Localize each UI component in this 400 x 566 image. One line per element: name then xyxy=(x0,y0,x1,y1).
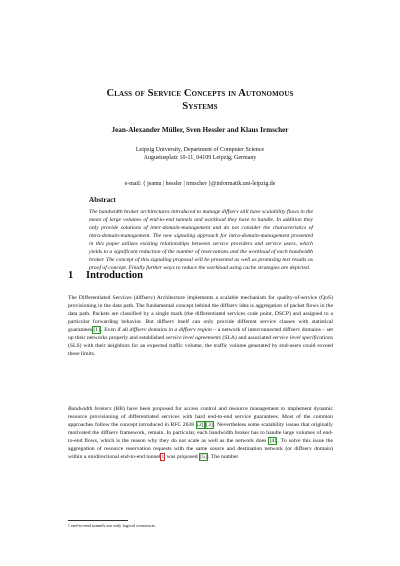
abstract-text: The bandwidth broker architectures introduced to manage diffserv still have scalability flaws in the mean of large volumes of end-to-end tunnels and workload they have to handle. In addition they only provide solutions of inter-domain-management and do not consider the characteristics of intra-domain-management. The new signaling approach for intra-domain-management presented in this paper utilizes existing relationships between service providers and service users, which yields to a significant reduction of the number of reservations and the workload of each bandwidth broker. The concept of this signaling proposal will be presented as well as promising test results as proof of concept. Finally further ways to reduce the workload using cache strategies are depicted. xyxy=(89,209,313,272)
section-heading xyxy=(68,270,143,281)
p1-emphasis-2: service level agreements xyxy=(165,335,221,342)
title-line-2: Systems xyxy=(182,100,218,112)
footnote xyxy=(68,523,333,529)
p1-text-2: . Even if all xyxy=(101,327,130,334)
section-number: 1 xyxy=(68,270,74,281)
citation-link[interactable]: [5] xyxy=(200,454,207,461)
p2-text-5: . The number xyxy=(208,454,239,461)
p2-emphasis-1: Bandwidth brokers xyxy=(68,406,112,412)
p2-text-3: . To solve this issue the aggregation of resource reservation requests with the same source and destination network (or diffserv domain) within a unidirectional end-to-end tunnel xyxy=(68,438,333,461)
p1-text-3: – a network of interconnected diffserv domains – set up their networks properly and established xyxy=(68,327,333,342)
citation-link[interactable]: [2] xyxy=(196,422,204,429)
author-list: Jean-Alexander Müller, Sven Hessler and Klaus Irmscher xyxy=(111,126,289,134)
p2-text-1: (BB) have been proposed for access control and resource management to implement dynamic resource provisioning of differentiated services with hard end-to-end service guarantees. Most of the common approaches follow the concept introduced in RFC 2638 xyxy=(68,406,333,429)
affiliation xyxy=(0,146,400,163)
p1-emphasis-1: diffserv domains in a diffserv region xyxy=(129,327,212,334)
email-line: e-mail: { jeamu | hessler | irmscher }@informatik.uni-leipzig.de xyxy=(124,181,276,187)
p2-text-2: . Nevertheless some scalability issues that originally motivated the diffserv framework, remain. In particular, each bandwidth broker has to handle large volumes of end-to-end flows, which is the reason why they do not scale as well as the network does xyxy=(68,422,333,445)
citation-link[interactable]: [3] xyxy=(206,422,213,429)
intro-paragraph-2 xyxy=(68,405,333,461)
p2-text-4: was proposed xyxy=(165,454,199,461)
intro-paragraph-1 xyxy=(68,294,333,358)
citation-link[interactable]: [1] xyxy=(93,327,100,334)
footnote-rule xyxy=(68,520,128,521)
citation-link[interactable]: [4] xyxy=(269,438,277,445)
footnote-mark: 1 xyxy=(68,524,70,528)
section-title: Introduction xyxy=(86,270,143,281)
affiliation-line-1: Leipzig University, Department of Computer Science xyxy=(135,147,265,153)
p1-text-1: The Differentiated Services (diffserv) Architecture implements a scalable mechanism for quality-of-service (QoS) provisioning in the data path. The fundamental concept behind the diffserv idea is aggregation of packet flows in the data path. Packets are classified by a single mark (the differentiated services code point, DSCP) and assigned to a particular forwarding behavior. But diffserv itself can only provide different service classes with statistical guarantees xyxy=(68,295,333,334)
title-line-1: Class of Service Concepts in Autonomous xyxy=(106,88,294,99)
abstract-heading: Abstract xyxy=(89,196,116,204)
p1-text-4: (SLA) and associated xyxy=(220,335,273,342)
paper-title xyxy=(0,88,400,113)
p1-text-5: (SLS) with their neighbors for an expected traffic volume, the traffic volume generated by end-users could exceed these limits. xyxy=(68,343,333,358)
p1-emphasis-3: service level specifications xyxy=(272,335,333,342)
footnote-text: end-to-end tunnels are only logical constructs. xyxy=(70,523,156,528)
affiliation-line-2: Augustusplatz 10-11, 04109 Leipzig, Germany xyxy=(143,155,257,162)
footnote-link[interactable]: 1 xyxy=(161,454,164,460)
